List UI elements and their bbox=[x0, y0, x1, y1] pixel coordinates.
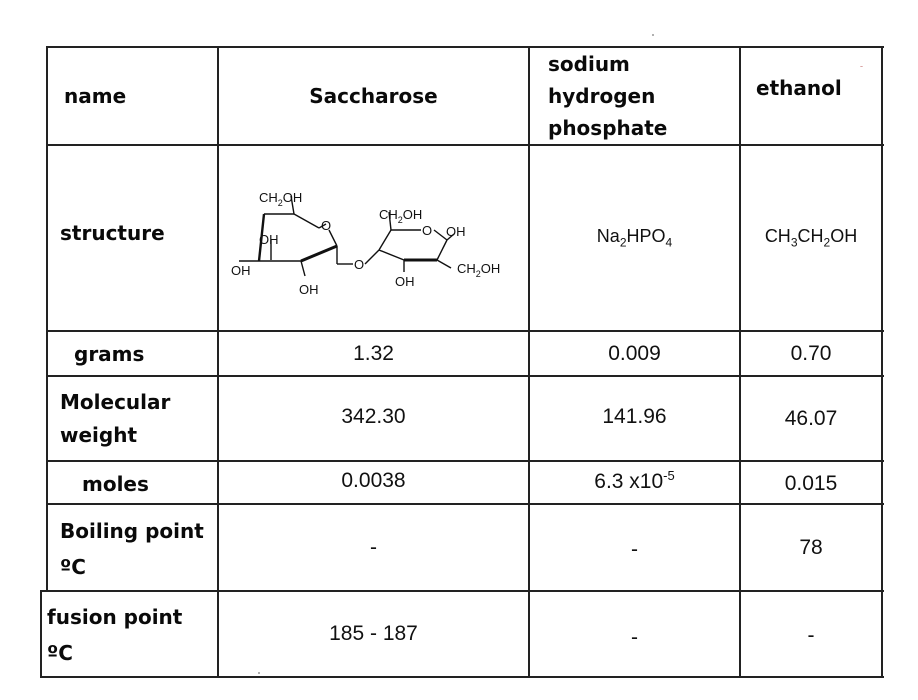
grams-sodium bbox=[530, 332, 739, 375]
bp-saccharose bbox=[219, 505, 528, 590]
header-sodium-line1: sodium hydrogen bbox=[548, 52, 656, 108]
glucose-oh-label: OH bbox=[259, 232, 279, 247]
cell-value: 185 - 187 bbox=[329, 622, 418, 645]
header-sodium-hydrogen-phosphate bbox=[548, 50, 738, 142]
sodium-formula-text bbox=[597, 226, 672, 250]
row-label-molecular-weight bbox=[60, 377, 215, 460]
mw-sodium bbox=[530, 377, 739, 457]
fp-ethanol bbox=[741, 592, 881, 680]
scan-speck bbox=[258, 672, 260, 674]
formula-part: OH bbox=[830, 226, 858, 247]
row-label-moles-text: moles bbox=[82, 471, 149, 496]
ethanol-formula-text bbox=[765, 226, 857, 250]
row-label-grams-text: grams bbox=[74, 341, 145, 366]
cell-value: - bbox=[631, 626, 638, 649]
bp-ethanol bbox=[741, 505, 881, 590]
formula-subscript: 4 bbox=[665, 235, 673, 250]
header-name-text: name bbox=[64, 84, 127, 108]
fp-sodium bbox=[530, 592, 739, 684]
grams-ethanol bbox=[741, 332, 881, 375]
cell-value: - bbox=[631, 537, 638, 561]
row-label-mw-line1: Molecular bbox=[60, 389, 171, 414]
glucose-oh-bottom-label: OH bbox=[299, 282, 319, 297]
cell-value: 0.70 bbox=[790, 341, 832, 365]
glucose-oh-left-label: OH bbox=[231, 263, 251, 278]
header-saccharose-text: Saccharose bbox=[309, 84, 438, 108]
formula-part: Na bbox=[596, 226, 620, 247]
cell-value: 0.015 bbox=[784, 471, 838, 495]
bp-sodium bbox=[530, 505, 739, 594]
glycosidic-oxygen-label: O bbox=[354, 257, 365, 272]
formula-part: CH bbox=[764, 226, 791, 247]
moles-saccharose bbox=[219, 462, 528, 500]
formula-part: HPO bbox=[626, 226, 666, 247]
fructose-oh-bottom-label: OH bbox=[395, 274, 415, 289]
moles-sodium bbox=[530, 462, 739, 500]
ethanol-formula bbox=[741, 146, 881, 330]
formula-subscript: 3 bbox=[790, 235, 798, 250]
row-label-fp-line2: ºC bbox=[47, 641, 73, 665]
cell-value bbox=[594, 468, 674, 494]
cell-value: 0.009 bbox=[608, 341, 661, 365]
cell-value: 342.30 bbox=[341, 405, 406, 428]
grams-saccharose bbox=[219, 332, 528, 375]
fructose-ch2oh-top-label: $CH_2OH$ bbox=[379, 207, 423, 225]
scan-speck bbox=[652, 34, 654, 36]
row-label-boiling-point bbox=[60, 508, 215, 590]
row-label-fp-line1: fusion point bbox=[47, 605, 183, 629]
moles-ethanol bbox=[741, 462, 881, 505]
table-border-right bbox=[881, 46, 883, 678]
moles-sodium-base: 6.3 x10 bbox=[594, 470, 664, 493]
scan-speck bbox=[860, 66, 863, 67]
fp-saccharose bbox=[219, 592, 528, 676]
mw-ethanol bbox=[741, 377, 881, 460]
fructose-ring-oxygen-label: O bbox=[422, 223, 433, 238]
fructose-ch2oh-right-label: $CH_2OH$ bbox=[457, 261, 501, 279]
header-saccharose bbox=[219, 48, 528, 144]
row-label-moles bbox=[82, 462, 215, 505]
row-label-fusion-point bbox=[47, 594, 215, 676]
table-border-left-lower bbox=[40, 590, 42, 678]
saccharose-structure-diagram bbox=[219, 146, 528, 330]
row-label-mw-line2: weight bbox=[60, 422, 138, 447]
cell-value: 78 bbox=[799, 535, 823, 559]
formula-subscript: 2 bbox=[823, 235, 831, 250]
header-ethanol-text: ethanol bbox=[756, 76, 842, 100]
glucose-ring-oxygen-label: O bbox=[321, 218, 332, 233]
header-name bbox=[64, 48, 214, 144]
row-label-bp-line2: ºC bbox=[60, 555, 86, 579]
glucose-ch2oh-label: $CH_2OH$ bbox=[259, 190, 303, 208]
row-label-structure-text: structure bbox=[60, 221, 165, 245]
cell-value: 141.96 bbox=[602, 405, 667, 428]
row-label-grams bbox=[74, 332, 214, 375]
sodium-formula bbox=[530, 146, 739, 330]
formula-subscript: 2 bbox=[619, 235, 627, 250]
cell-value: 1.32 bbox=[353, 341, 394, 365]
formula-part: CH bbox=[797, 226, 824, 247]
table-border-left-upper bbox=[46, 46, 48, 592]
row-label-structure bbox=[60, 146, 215, 320]
header-ethanol bbox=[756, 48, 881, 128]
fructose-oh-label: OH bbox=[446, 224, 466, 239]
mw-saccharose bbox=[219, 377, 528, 457]
cell-value: - bbox=[807, 624, 815, 647]
cell-value: 0.0038 bbox=[341, 469, 406, 492]
cell-value: - bbox=[370, 535, 377, 559]
cell-value: 46.07 bbox=[784, 406, 838, 430]
header-sodium-line2: phosphate bbox=[548, 116, 668, 140]
row-label-bp-line1: Boiling point bbox=[60, 519, 204, 543]
moles-sodium-exponent: -5 bbox=[663, 468, 675, 483]
